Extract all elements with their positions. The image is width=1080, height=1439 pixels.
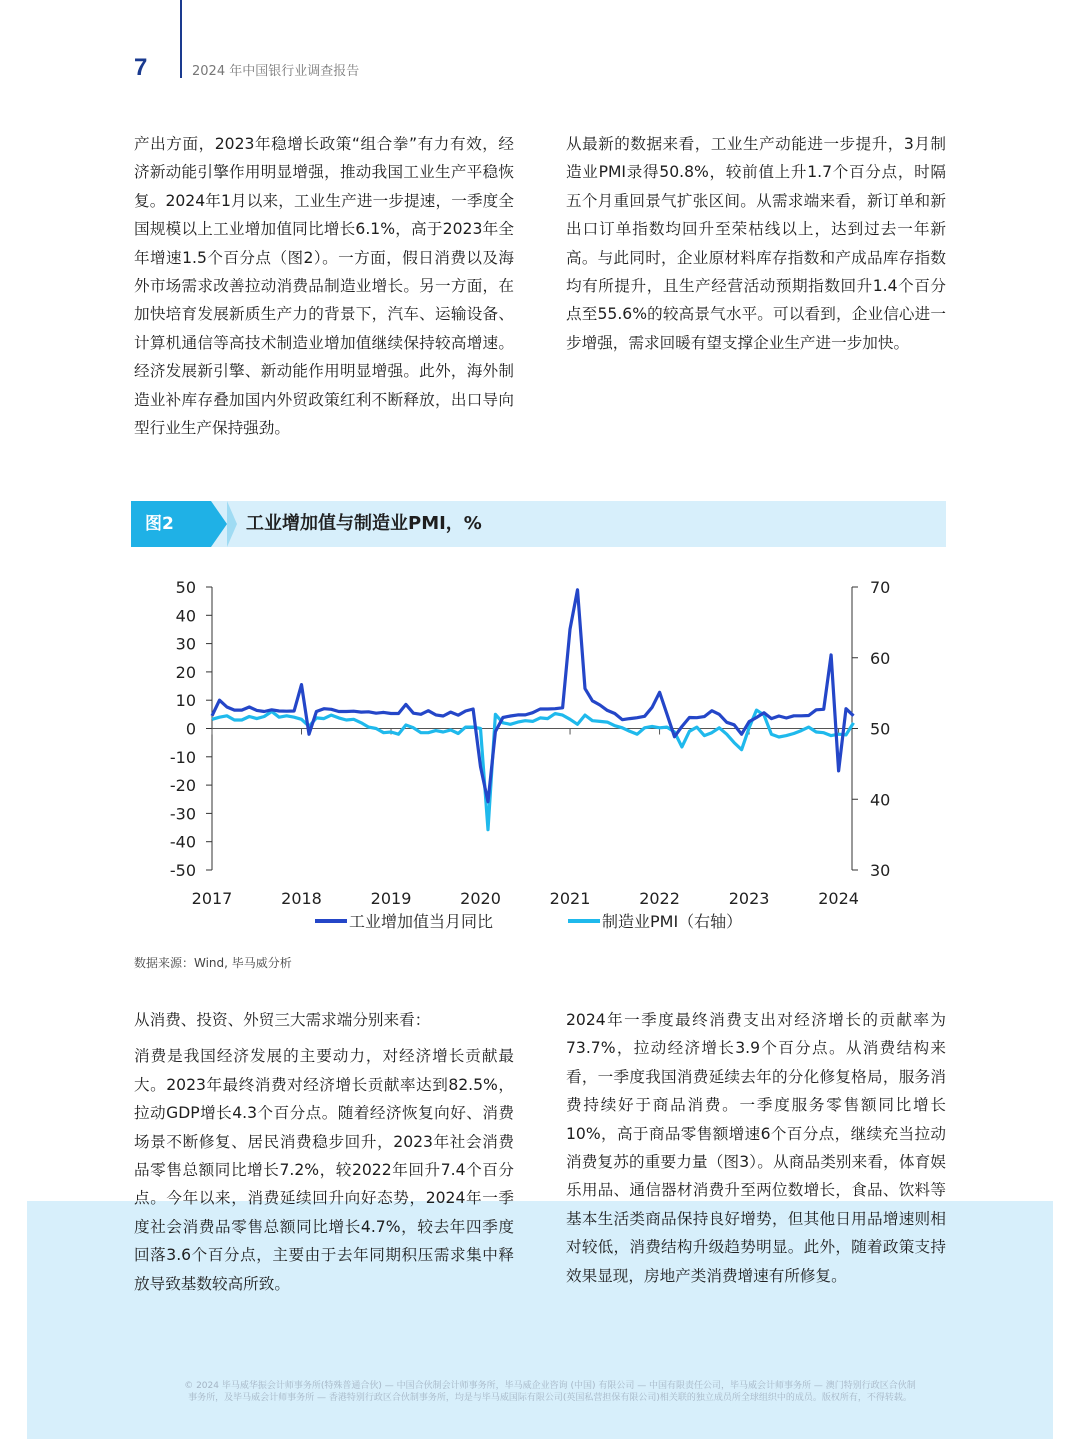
right-axis-tick-label: 50	[870, 719, 891, 739]
bottom-left-column	[134, 1006, 514, 1298]
top-left-paragraph: 产出方面，2023年稳增长政策“组合拳”有力有效，经济新动能引擎作用明显增强，推动我国工业生产平稳恢复。2024年1月以来，工业生产进一步提速，一季度全国规模以上工业增加值同比增长6.1%，高于2023年全年增速1.5个百分点（图2）。一方面，假日消费以及海外市场需求改善拉动消费品制造业增长。另一方面，在加快培育发展新质生产力的背景下，汽车、运输设备、计算机通信等高技术制造业增加值继续保持较高增速。经济发展新引擎、新动能作用明显增强。此外，海外制造业补库存叠加国内外贸政策红利不断释放，出口导向型行业生产保持强劲。	[134, 135, 514, 438]
bottom-left-intro: 从消费、投资、外贸三大需求端分别来看：	[134, 1011, 431, 1029]
left-axis-tick-label: -50	[169, 861, 196, 880]
left-axis-tick-label: 0	[185, 719, 196, 739]
left-axis-tick-label: 30	[175, 634, 196, 654]
legend-label: 工业增加值当月同比	[349, 912, 494, 931]
figure-tag-arrow-accent	[227, 501, 237, 547]
right-axis-tick-label: 40	[870, 790, 891, 810]
left-axis-tick-label: 20	[175, 662, 196, 682]
x-axis-tick-label: 2018	[281, 889, 322, 908]
left-axis-tick-label: -40	[169, 832, 196, 852]
top-right-paragraph: 从最新的数据来看，工业生产动能进一步提升，3月制造业PMI录得50.8%，较前值上升1.7个百分点，时隔五个月重回景气扩张区间。从需求端来看，新订单和新出口订单指数均回升至荣枯线以上，达到过去一年新高。与此同时，企业原材料库存指数和产成品库存指数均有所提升，且生产经营活动预期指数回升1.4个百分点至55.6%的较高景气水平。可以看到，企业信心进一步增强，需求回暖有望支撑企业生产进一步加快。	[566, 135, 946, 352]
x-axis-tick-label: 2019	[370, 889, 412, 908]
figure-tag: 图2	[131, 501, 211, 547]
figure-tag-arrow	[211, 501, 227, 547]
left-axis-tick-label: 40	[175, 606, 196, 626]
bottom-right-column	[566, 1006, 946, 1290]
right-axis-tick-label: 60	[870, 648, 891, 668]
x-axis-tick-label: 2017	[191, 889, 233, 908]
x-axis-tick-label: 2021	[549, 889, 591, 908]
legend-label: 制造业PMI（右轴）	[602, 912, 743, 931]
header-rule	[180, 0, 182, 78]
right-axis-tick-label: 70	[870, 578, 891, 597]
figure-source: 数据来源：Wind, 毕马威分析	[134, 956, 292, 970]
bottom-left-paragraph: 消费是我国经济发展的主要动力，对经济增长贡献最大。2023年最终消费对经济增长贡献率达到82.5%，拉动GDP增长4.3个百分点。随着经济恢复向好、消费场景不断修复、居民消费稳步回升，2023年社会消费品零售总额同比增长7.2%，较2022年回升7.4个百分点。今年以来，消费延续回升向好态势，2024年一季度社会消费品零售总额同比增长4.7%，较去年四季度回落3.6个百分点，主要由于去年同期积压需求集中释放导致基数较高所致。	[134, 1047, 514, 1293]
left-axis-tick-label: -30	[169, 804, 196, 824]
page-number: 7	[134, 54, 148, 81]
top-left-column	[134, 130, 514, 442]
line-chart	[150, 570, 930, 945]
chart-axes	[170, 578, 891, 908]
chart-lines	[212, 590, 854, 830]
x-axis-tick-label: 2020	[460, 889, 501, 908]
left-axis-tick-label: -20	[169, 776, 196, 796]
x-axis-tick-label: 2024	[818, 889, 859, 908]
x-axis-tick-label: 2022	[639, 889, 680, 908]
left-axis-tick-label: -10	[169, 747, 196, 767]
figure-title: 工业增加值与制造业PMI，%	[246, 513, 482, 534]
top-right-column	[566, 130, 946, 357]
series-line-industrial-value-added	[212, 590, 854, 802]
left-axis-tick-label: 10	[175, 691, 196, 711]
footer-legal: © 2024 毕马威华振会计师事务所(特殊普通合伙) — 中国合伙制会计师事务所，毕马威企业咨询 (中国) 有限公司 — 中国有限责任公司，毕马威会计师事务所 — 澳门特别行政区合伙制事务所，及毕马威会计师事务所 — 香港特别行政区合伙制事务所，均是与毕马威国际有限公司(英国私营担保有限公司)相关联的独立成员所全球组织中的成员。版权所有，不得转载。	[184, 1381, 916, 1403]
report-title: 2024 年中国银行业调查报告	[192, 64, 360, 79]
x-axis-tick-label: 2023	[728, 889, 770, 908]
right-axis-tick-label: 30	[870, 861, 891, 880]
figure-banner	[131, 501, 946, 547]
bottom-right-paragraph: 2024年一季度最终消费支出对经济增长的贡献率为73.7%，拉动经济增长3.9个百分点。从消费结构来看，一季度我国消费延续去年的分化修复格局，服务消费持续好于商品消费。一季度服务零售额同比增长10%，高于商品零售额增速6个百分点，继续充当拉动消费复苏的重要力量（图3）。从商品类别来看，体育娱乐用品、通信器材消费升至两位数增长，食品、饮料等基本生活类商品保持良好增势，但其他日用品增速则相对较低，消费结构升级趋势明显。此外，随着政策支持效果显现，房地产类消费增速有所修复。	[566, 1011, 946, 1285]
left-axis-tick-label: 50	[175, 578, 196, 597]
chart-legend	[315, 912, 742, 931]
